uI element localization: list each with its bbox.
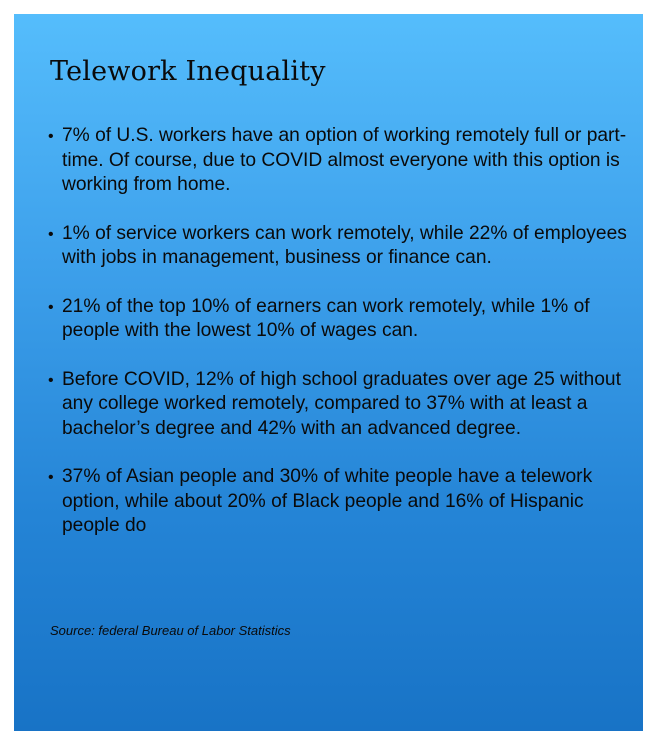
bullet-text: Before COVID, 12% of high school graduates over age 25 without any college worked remotely, compared to 37% with at least a bachelor’s degree and 42% with an advanced degree.	[62, 368, 621, 439]
bullet-text: 37% of Asian people and 30% of white people have a telework option, while about 20% of Black people and 16% of Hispanic people do	[62, 466, 593, 536]
bullet-item	[48, 465, 633, 539]
source-note: Source: federal Bureau of Labor Statistics	[50, 623, 291, 638]
bullet-dot-icon: •	[48, 298, 54, 316]
bullet-item	[48, 222, 633, 271]
bullet-dot-icon: •	[48, 469, 54, 486]
bullet-dot-icon: •	[48, 128, 54, 145]
bullet-text: 7% of U.S. workers have an option of working remotely full or part-time. Of course, due to COVID almost everyone with this option is working from home.	[62, 125, 627, 195]
bullet-item	[48, 368, 633, 442]
bullet-dot-icon: •	[48, 371, 54, 389]
bullet-text: 21% of the top 10% of earners can work remotely, while 1% of people with the lowest 10% of wages can.	[62, 295, 590, 341]
slide-card	[14, 14, 643, 731]
bullet-dot-icon: •	[48, 225, 54, 243]
bullet-list	[48, 124, 633, 563]
bullet-text: 1% of service workers can work remotely, while 22% of employees with jobs in management, business or finance can.	[62, 222, 627, 268]
bullet-item	[48, 295, 633, 344]
slide-title: Telework Inequality	[50, 56, 326, 87]
bullet-item	[48, 124, 633, 198]
